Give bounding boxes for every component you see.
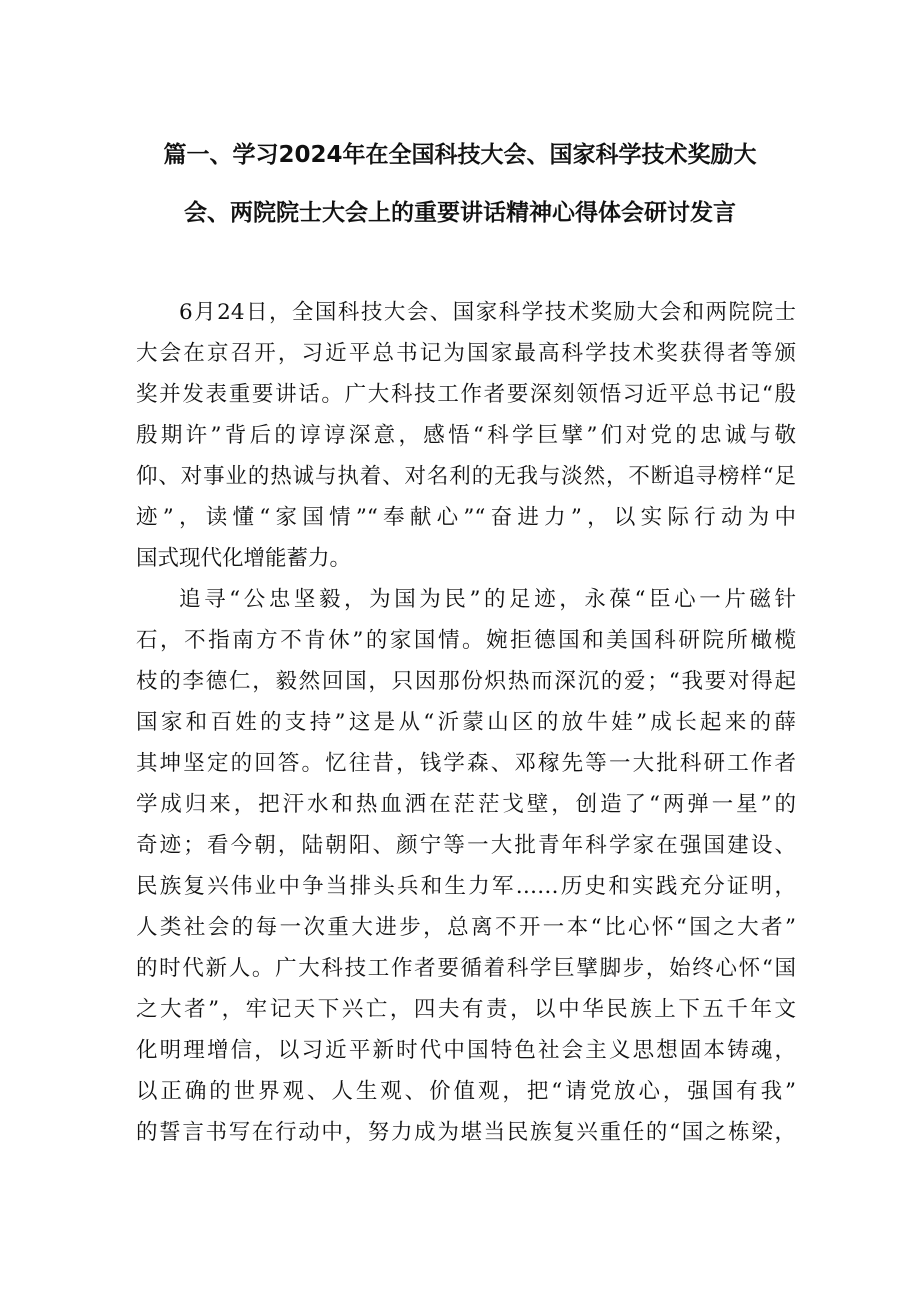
text-line: 人类社会的每一次重大进步，总离不开一本“比心怀“国之大者” [136, 915, 796, 940]
document-title [120, 126, 800, 242]
title-line-1: 篇一、学习2024年在全国科技大会、国家科学技术奖励大 [163, 142, 757, 168]
text-line: 仰、对事业的热诚与执着、对名利的无我与淡然，不断追寻榜样“足 [136, 464, 796, 489]
text-line: 其坤坚定的回答。忆往昔，钱学森、邓稼先等一大批科研工作者 [136, 751, 796, 776]
text-line: 奖并发表重要讲话。广大科技工作者要深刻领悟习近平总书记“殷 [136, 382, 796, 407]
text-line: 国家和百姓的支持”这是从“沂蒙山区的放牛娃”成长起来的薛 [136, 710, 796, 735]
text-line: 迹”，读懂“家国情”“奉献心”“奋进力”，以实际行动为中 [136, 505, 796, 530]
text-line: 大会在京召开，习近平总书记为国家最高科学技术奖获得者等颁 [136, 341, 796, 366]
text-line: 奇迹；看今朝，陆朝阳、颜宁等一大批青年科学家在强国建设、 [136, 833, 796, 858]
text-line: 石，不指南方不肯休”的家国情。婉拒德国和美国科研院所橄榄 [136, 628, 796, 653]
text-line: 国式现代化增能蓄力。 [136, 546, 352, 571]
text-line: 以正确的世界观、人生观、价值观，把“请党放心，强国有我” [136, 1079, 796, 1104]
text-line: 枝的李德仁，毅然回国，只因那份炽热而深沉的爱；“我要对得起 [136, 669, 796, 694]
text-line: 民族复兴伟业中争当排头兵和生力军……历史和实践充分证明， [136, 874, 796, 899]
text-line: 6月24日，全国科技大会、国家科学技术奖励大会和两院院士 [179, 300, 796, 325]
text-line: 追寻“公忠坚毅，为国为民”的足迹，永葆“臣心一片磁针 [179, 587, 796, 612]
text-line: 化明理增信，以习近平新时代中国特色社会主义思想固本铸魂， [136, 1038, 796, 1063]
document-body [136, 292, 796, 1153]
text-line: 的时代新人。广大科技工作者要循着科学巨擘脚步，始终心怀“国 [136, 956, 796, 981]
paragraph-1 [136, 292, 796, 579]
text-line: 殷期许”背后的谆谆深意，感悟“科学巨擘”们对党的忠诚与敬 [136, 423, 796, 448]
paragraph-2 [136, 579, 796, 1153]
text-line: 的誓言书写在行动中，努力成为堪当民族复兴重任的“国之栋梁， [136, 1120, 796, 1145]
title-line-2: 会、两院院士大会上的重要讲话精神心得体会研讨发言 [184, 200, 736, 226]
text-line: 学成归来，把汗水和热血洒在茫茫戈壁，创造了“两弹一星”的 [136, 792, 796, 817]
text-line: 之大者”，牢记天下兴亡，四夫有责，以中华民族上下五千年文 [136, 997, 796, 1022]
